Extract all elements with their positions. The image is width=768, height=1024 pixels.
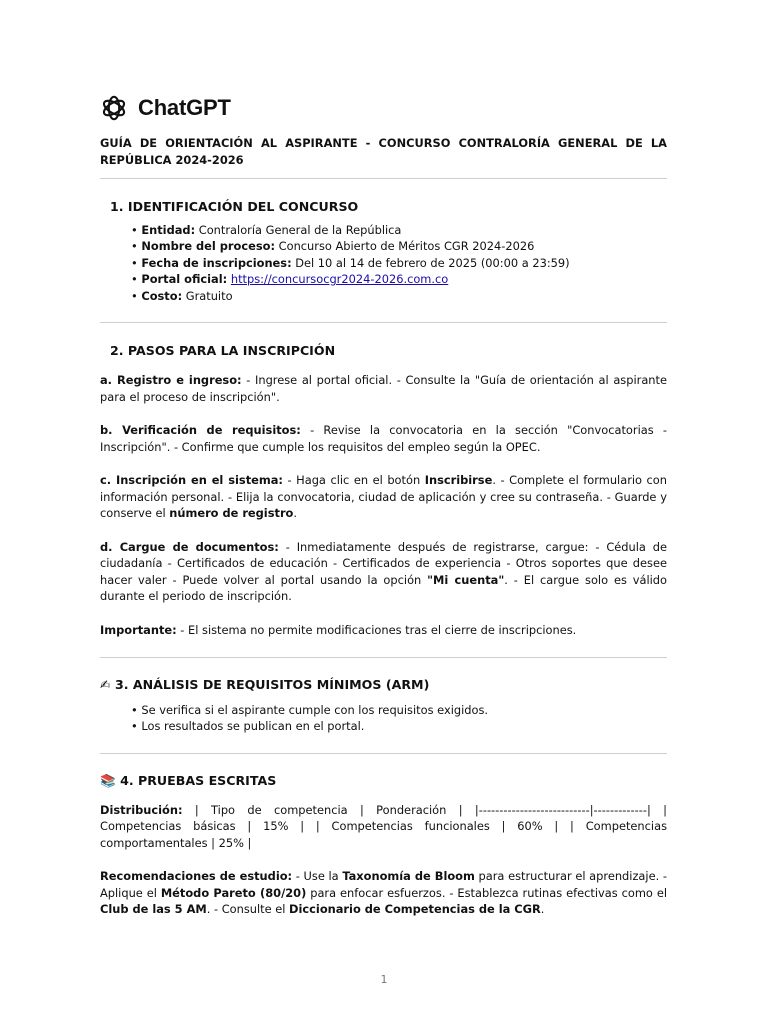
divider <box>100 657 667 658</box>
study-recommendations: Recomendaciones de estudio: - Use la Taxonomía de Bloom para estructurar el aprendizaje. - Aplique el Método Pareto (80/20) para enfocar esfuerzos. - Establezca rutinas efectivas como el Club de las 5 AM. - Consulte el Diccionario de Competencias de la CGR. <box>100 869 667 917</box>
brand-name: ChatGPT <box>138 95 231 120</box>
distribution-paragraph: Distribución: | Tipo de competencia | Ponderación | |---------------------------|-------------| | Competencias básicas | 15% | | Competencias funcionales | 60% | | Competencias comportamentales | 25% | <box>100 802 667 850</box>
section-2-heading: 2. PASOS PARA LA INSCRIPCIÓN <box>110 343 336 359</box>
step-d-paragraph: d. Cargue de documentos: - Inmediatamente después de registrarse, cargue: - Cédula de ciudadanía - Certificados de educación - Certificados de experiencia - Otros soportes que desee hacer valer - Puede volver al portal usando la opción "Mi cuenta". - El cargue solo es válido durante el periodo de inscripción. <box>100 539 667 604</box>
list-item: • Costo: Gratuito <box>131 288 667 304</box>
important-note: Importante: - El sistema no permite modificaciones tras el cierre de inscripciones. <box>100 622 577 637</box>
list-item: • Nombre del proceso: Concurso Abierto de Méritos CGR 2024-2026 <box>131 238 667 254</box>
divider <box>100 178 667 179</box>
list-item: • Portal oficial: https://concursocgr2024-2026.com.co <box>131 271 667 287</box>
document-title: GUÍA DE ORIENTACIÓN AL ASPIRANTE - CONCURSO CONTRALORÍA GENERAL DE LA REPÚBLICA 2024-2026 <box>100 136 667 167</box>
section-4-heading: 📚 4. PRUEBAS ESCRITAS <box>100 772 277 788</box>
page-number: 1 <box>380 973 388 986</box>
section-1-list <box>100 222 667 304</box>
list-item: • Se verifica si el aspirante cumple con los requisitos exigidos. <box>131 702 667 718</box>
writing-hand-icon: ✍ <box>100 677 111 693</box>
brand-header <box>100 93 667 123</box>
list-item: • Los resultados se publican en el portal. <box>131 718 667 734</box>
section-3-list <box>100 702 667 735</box>
step-a-paragraph: a. Registro e ingreso: - Ingrese al portal oficial. - Consulte la "Guía de orientación al aspirante para el proceso de inscripción". <box>100 373 667 404</box>
openai-logo-icon <box>100 94 128 122</box>
document-page <box>100 93 667 918</box>
divider <box>100 322 667 323</box>
books-icon: 📚 <box>100 772 116 788</box>
step-c-paragraph: c. Inscripción en el sistema: - Haga clic en el botón Inscribirse. - Complete el formulario con información personal. - Elija la convocatoria, ciudad de aplicación y cree su contraseña. - Guarde y conserve el número de registro. <box>100 473 667 521</box>
section-1-heading: 1. IDENTIFICACIÓN DEL CONCURSO <box>110 199 359 214</box>
step-b-paragraph: b. Verificación de requisitos: - Revise la convocatoria en la sección "Convocatorias - Inscripción". - Confirme que cumple los requisitos del empleo según la OPEC. <box>100 423 667 454</box>
portal-link[interactable]: https://concursocgr2024-2026.com.co <box>230 272 449 287</box>
list-item: • Fecha de inscripciones: Del 10 al 14 de febrero de 2025 (00:00 a 23:59) <box>131 255 667 271</box>
list-item: • Entidad: Contraloría General de la República <box>131 222 667 238</box>
section-3-heading: ✍ 3. ANÁLISIS DE REQUISITOS MÍNIMOS (ARM) <box>100 677 430 693</box>
divider <box>100 753 667 754</box>
